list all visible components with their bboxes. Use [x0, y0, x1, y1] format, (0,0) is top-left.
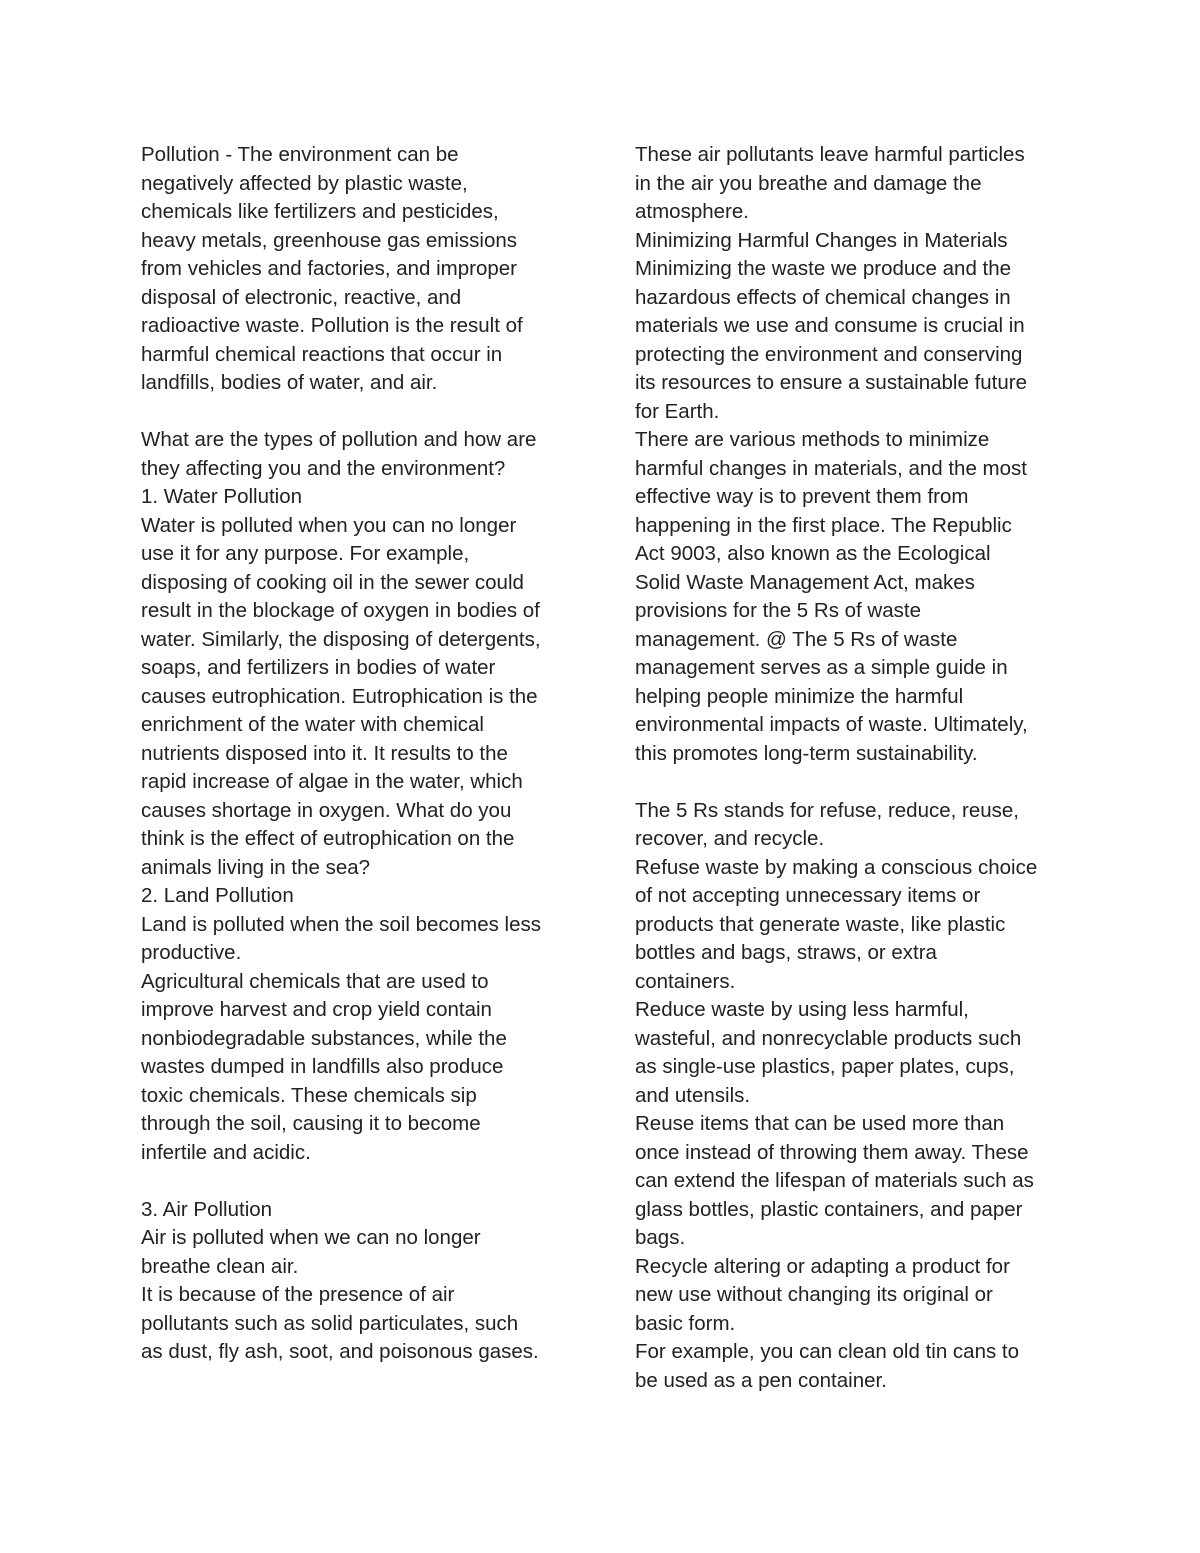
text-line: landfills, bodies of water, and air.: [141, 371, 438, 394]
text-line: nonbiodegradable substances, while the: [141, 1026, 507, 1050]
text-line: Act 9003, also known as the Ecological: [635, 542, 991, 565]
text-line: Refuse waste by making a conscious choice: [635, 855, 1038, 879]
text-line: environmental impacts of waste. Ultimately,: [635, 713, 1028, 736]
text-line: containers.: [635, 969, 736, 993]
text-line: water. Similarly, the disposing of detergents,: [141, 627, 541, 651]
text-line: Reduce waste by using less harmful,: [635, 998, 969, 1021]
text-line: Minimizing Harmful Changes in Materials: [635, 228, 1008, 252]
text-line: provisions for the 5 Rs of waste: [635, 599, 921, 622]
text-line: 1. Water Pollution: [141, 485, 303, 508]
text-line: Land is polluted when the soil becomes less: [141, 912, 541, 936]
text-line: disposal of electronic, reactive, and: [141, 285, 462, 309]
text-line: products that generate waste, like plastic: [635, 912, 1006, 936]
text-line: 2. Land Pollution: [141, 884, 294, 907]
text-line: infertile and acidic.: [141, 1140, 311, 1164]
text-line: Pollution - The environment can be: [141, 143, 459, 166]
text-line: rapid increase of algae in the water, which: [141, 770, 523, 793]
text-line: breathe clean air.: [141, 1254, 299, 1278]
text-line: once instead of throwing them away. These: [635, 1140, 1029, 1164]
text-line: harmful changes in materials, and the most: [635, 456, 1027, 480]
text-line: harmful chemical reactions that occur in: [141, 342, 503, 366]
text-line: in the air you breathe and damage the: [635, 171, 982, 195]
text-line: for Earth.: [635, 399, 720, 423]
text-line: nutrients disposed into it. It results to the: [141, 741, 508, 765]
text-line: radioactive waste. Pollution is the result of: [141, 314, 523, 337]
text-line: of not accepting unnecessary items or: [635, 884, 981, 907]
text-line: pollutants such as solid particulates, such: [141, 1311, 519, 1335]
text-line: Recycle altering or adapting a product for: [635, 1254, 1010, 1278]
text-line: Air is polluted when we can no longer: [141, 1226, 481, 1249]
text-line: bags.: [635, 1226, 686, 1249]
blank-line: [141, 398, 581, 427]
text-line: through the soil, causing it to become: [141, 1112, 481, 1135]
text-line: bottles and bags, straws, or extra: [635, 941, 937, 964]
text-line: productive.: [141, 941, 242, 964]
left-text-column: [141, 141, 581, 1367]
text-line: enrichment of the water with chemical: [141, 713, 484, 736]
text-line: wastes dumped in landfills also produce: [141, 1055, 504, 1078]
text-line: disposing of cooking oil in the sewer could: [141, 570, 524, 594]
text-line: protecting the environment and conserving: [635, 342, 1023, 366]
text-line: effective way is to prevent them from: [635, 485, 969, 508]
text-line: Agricultural chemicals that are used to: [141, 969, 489, 993]
text-line: its resources to ensure a sustainable future: [635, 371, 1027, 394]
text-line: improve harvest and crop yield contain: [141, 998, 492, 1021]
text-line: helping people minimize the harmful: [635, 684, 964, 708]
text-line: as single-use plastics, paper plates, cups,: [635, 1055, 1015, 1078]
text-line: hazardous effects of chemical changes in: [635, 285, 1011, 309]
text-line: think is the effect of eutrophication on the: [141, 827, 515, 850]
text-line: The 5 Rs stands for refuse, reduce, reuse,: [635, 798, 1019, 822]
text-line: use it for any purpose. For example,: [141, 542, 470, 565]
text-line: atmosphere.: [635, 200, 749, 223]
text-line: Reuse items that can be used more than: [635, 1112, 1005, 1135]
text-line: new use without changing its original or: [635, 1283, 993, 1306]
blank-line: [141, 1167, 581, 1196]
text-line: chemicals like fertilizers and pesticides,: [141, 200, 499, 223]
text-line: wasteful, and nonrecyclable products such: [635, 1026, 1022, 1050]
text-line: These air pollutants leave harmful particles: [635, 143, 1025, 166]
text-line: causes shortage in oxygen. What do you: [141, 798, 512, 822]
text-line: management. @ The 5 Rs of waste: [635, 627, 958, 651]
text-line: management serves as a simple guide in: [635, 656, 1008, 679]
text-line: glass bottles, plastic containers, and paper: [635, 1197, 1023, 1221]
text-line: animals living in the sea?: [141, 855, 371, 879]
blank-line: [635, 768, 1075, 797]
text-line: from vehicles and factories, and improper: [141, 257, 518, 280]
text-line: soaps, and fertilizers in bodies of water: [141, 656, 496, 679]
text-line: heavy metals, greenhouse gas emissions: [141, 228, 518, 252]
text-line: toxic chemicals. These chemicals sip: [141, 1083, 477, 1107]
text-line: materials we use and consume is crucial in: [635, 314, 1025, 337]
text-line: negatively affected by plastic waste,: [141, 171, 468, 195]
text-line: For example, you can clean old tin cans to: [635, 1340, 1020, 1363]
right-text-column: [635, 141, 1075, 1395]
text-line: they affecting you and the environment?: [141, 456, 506, 480]
text-line: 3. Air Pollution: [141, 1197, 273, 1221]
text-line: causes eutrophication. Eutrophication is the: [141, 684, 538, 708]
text-line: It is because of the presence of air: [141, 1283, 455, 1306]
text-line: this promotes long-term sustainability.: [635, 741, 978, 765]
text-line: Water is polluted when you can no longer: [141, 513, 517, 537]
text-line: be used as a pen container.: [635, 1368, 887, 1392]
text-line: Minimizing the waste we produce and the: [635, 257, 1012, 280]
text-line: basic form.: [635, 1311, 736, 1335]
text-line: What are the types of pollution and how are: [141, 428, 537, 451]
text-line: Solid Waste Management Act, makes: [635, 570, 975, 594]
text-line: and utensils.: [635, 1083, 751, 1107]
text-line: as dust, fly ash, soot, and poisonous gases.: [141, 1340, 539, 1363]
text-line: can extend the lifespan of materials such as: [635, 1169, 1034, 1192]
text-line: result in the blockage of oxygen in bodies of: [141, 599, 540, 622]
text-line: happening in the first place. The Republic: [635, 513, 1012, 537]
text-line: There are various methods to minimize: [635, 428, 990, 451]
text-line: recover, and recycle.: [635, 827, 825, 850]
